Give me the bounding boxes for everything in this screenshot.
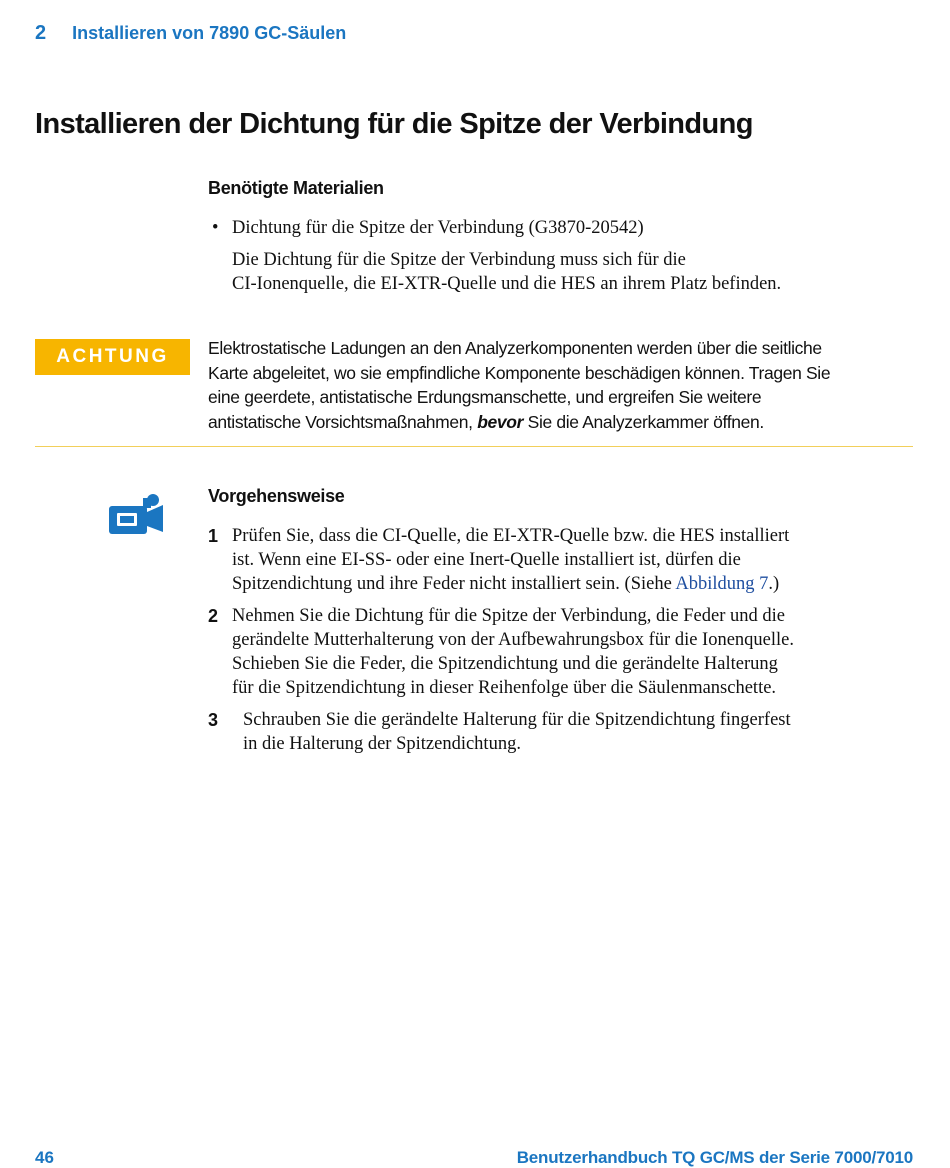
video-camera-icon — [107, 492, 165, 536]
step-number: 2 — [208, 606, 219, 626]
caution-emphasis: bevor — [477, 411, 524, 432]
section-divider — [35, 446, 913, 447]
book-title: Benutzerhandbuch TQ GC/MS der Serie 7000/7010 — [516, 1148, 913, 1167]
procedure-heading: Vorgehensweise — [208, 486, 345, 506]
step-line — [232, 572, 913, 596]
procedure-steps — [208, 524, 913, 764]
caution-label: ACHTUNG — [35, 339, 190, 375]
step-line: für die Spitzendichtung in dieser Reihenfolge über die Säulenmanschette. — [232, 678, 777, 698]
materials-heading: Benötigte Materialien — [208, 178, 384, 198]
page-number: 46 — [35, 1148, 54, 1167]
step-line: Schrauben Sie die gerändelte Halterung für die Spitzendichtung fingerfest — [243, 710, 791, 730]
step-text-segment: .) — [768, 574, 780, 594]
procedure-step — [208, 604, 913, 700]
step-number: 1 — [208, 526, 219, 546]
step-text — [243, 708, 913, 756]
procedure-step — [208, 524, 913, 596]
materials-item-text: Dichtung für die Spitze der Verbindung (G3870-20542) — [232, 218, 644, 238]
caution-line — [208, 410, 908, 435]
chapter-title: Installieren von 7890 GC-Säulen — [72, 23, 347, 43]
step-text-segment: Spitzendichtung und ihre Feder nicht installiert sein. (Siehe — [232, 574, 676, 594]
materials-note-line: CI-Ionenquelle, die EI-XTR-Quelle und die HES an ihrem Platz befinden. — [232, 274, 782, 294]
caution-line: Elektrostatische Ladungen an den Analyzerkomponenten werden über die seitliche — [208, 338, 822, 358]
step-line: in die Halterung der Spitzendichtung. — [243, 734, 521, 754]
bullet-dot: • — [212, 218, 219, 238]
chapter-number: 2 — [35, 22, 47, 44]
caution-text-segment: antistatische Vorsichtsmaßnahmen, — [208, 411, 478, 432]
caution-text — [208, 336, 908, 434]
step-text — [232, 604, 913, 700]
materials-note — [232, 248, 912, 296]
step-line: gerändelte Mutterhalterung von der Aufbewahrungsbox für die Ionenquelle. — [232, 630, 795, 650]
step-number: 3 — [208, 710, 219, 730]
step-line: Prüfen Sie, dass die CI-Quelle, die EI-XTR-Quelle bzw. die HES installiert — [232, 526, 790, 546]
caution-line: eine geerdete, antistatische Erdungsmanschette, und ergreifen Sie weitere — [208, 387, 762, 407]
step-line: Nehmen Sie die Dichtung für die Spitze der Verbindung, die Feder und die — [232, 606, 785, 626]
materials-note-line: Die Dichtung für die Spitze der Verbindung muss sich für die — [232, 250, 686, 270]
page-title: Installieren der Dichtung für die Spitze der Verbindung — [35, 108, 753, 140]
figure-link[interactable]: Abbildung 7 — [675, 574, 769, 594]
procedure-step — [208, 708, 913, 756]
caution-text-segment: Sie die Analyzerkammer öffnen. — [523, 411, 764, 432]
step-text — [232, 524, 913, 596]
step-line: ist. Wenn eine EI-SS- oder eine Inert-Quelle installiert ist, dürfen die — [232, 550, 741, 570]
running-header — [35, 22, 346, 45]
step-line: Schieben Sie die Feder, die Spitzendichtung und die gerändelte Halterung — [232, 654, 778, 674]
caution-line: Karte abgeleitet, wo sie empfindliche Komponente beschädigen können. Tragen Sie — [208, 362, 831, 383]
